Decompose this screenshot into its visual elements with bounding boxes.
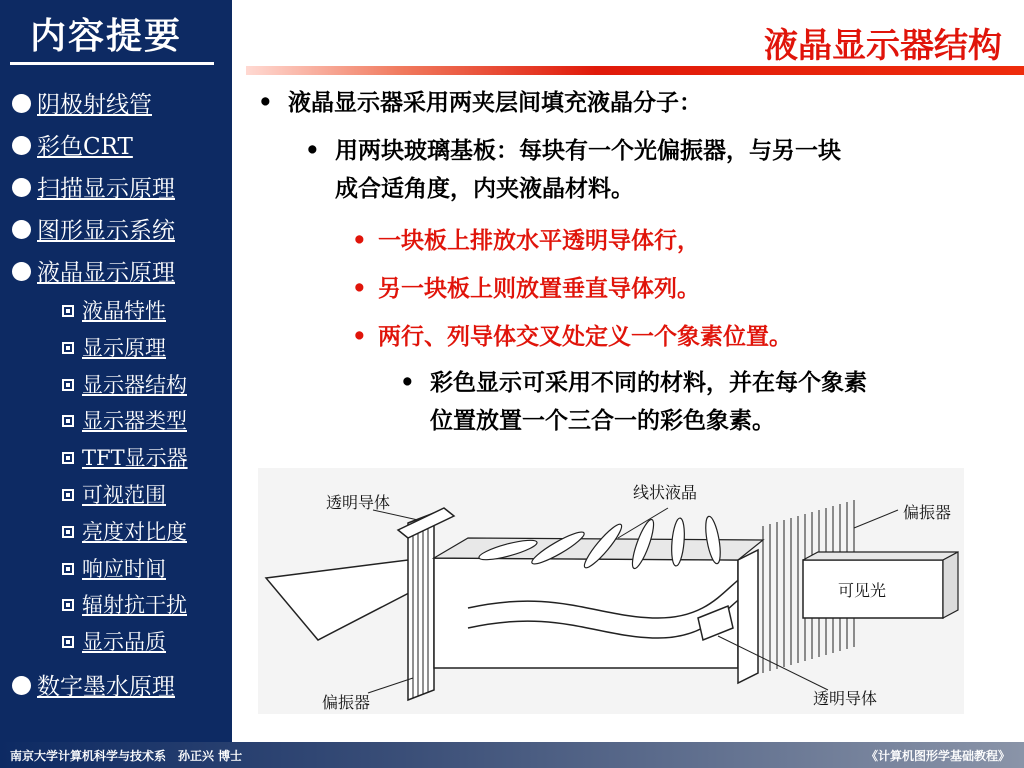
bullet-marker: • xyxy=(352,323,367,350)
square-bullet-icon xyxy=(62,489,74,501)
label-transparent-conductor-top: 透明导体 xyxy=(326,493,391,512)
bullet-dot-icon xyxy=(12,94,31,113)
bullet-dot-icon xyxy=(12,262,31,281)
bullet-main: • 液晶显示器采用两夹层间填充液晶分子： xyxy=(258,84,978,122)
label-transparent-conductor-bottom: 透明导体 xyxy=(813,689,878,708)
nav-item-scan-display[interactable]: 扫描显示原理 xyxy=(12,170,175,203)
bullet-glass-substrates: • 用两块玻璃基板：每块有一个光偏振器，与另一块 成合适角度，内夹液晶材料。 xyxy=(305,132,995,208)
nav-item-crt[interactable]: 阴极射线管 xyxy=(12,86,152,119)
bullet-marker: • xyxy=(352,227,367,254)
lcd-structure-diagram xyxy=(258,468,964,714)
bullet-dot-icon xyxy=(12,136,31,155)
bullet-red-rows: • 一块板上排放水平透明导体行， xyxy=(352,222,992,260)
footer-bar xyxy=(0,742,1024,768)
subnav-item-response-time[interactable]: 响应时间 xyxy=(62,553,166,583)
nav-item-color-crt[interactable]: 彩色CRT xyxy=(12,128,133,161)
nav-item-lcd-principle[interactable]: 液晶显示原理 xyxy=(12,254,175,287)
subnav-item-radiation[interactable]: 辐射抗干扰 xyxy=(62,589,187,619)
sidebar xyxy=(0,0,232,742)
square-bullet-icon xyxy=(62,415,74,427)
label-visible-light: 可见光 xyxy=(838,581,887,600)
sidebar-title: 内容提要 xyxy=(30,16,183,57)
square-bullet-icon xyxy=(62,342,74,354)
square-bullet-icon xyxy=(62,305,74,317)
bullet-red-pixel: • 两行、列导体交叉处定义一个象素位置。 xyxy=(352,318,992,356)
bullet-dot-icon xyxy=(12,178,31,197)
subnav-item-tft-display[interactable]: TFT显示器 xyxy=(62,442,188,472)
square-bullet-icon xyxy=(62,636,74,648)
square-bullet-icon xyxy=(62,599,74,611)
title-underline xyxy=(246,66,1024,75)
subnav-item-viewing-range[interactable]: 可视范围 xyxy=(62,479,166,509)
rear-polarizer xyxy=(408,513,434,700)
subnav-item-lc-properties[interactable]: 液晶特性 xyxy=(62,295,166,325)
subnav-item-display-principle[interactable]: 显示原理 xyxy=(62,332,166,362)
bullet-marker: • xyxy=(258,89,273,116)
square-bullet-icon xyxy=(62,452,74,464)
square-bullet-icon xyxy=(62,379,74,391)
bullet-marker: • xyxy=(352,275,367,302)
label-liquid-crystal: 线状液晶 xyxy=(633,483,698,502)
subnav-item-brightness-contrast[interactable]: 亮度对比度 xyxy=(62,516,187,546)
nav-item-graphics-system[interactable]: 图形显示系统 xyxy=(12,212,175,245)
footer-author: 南京大学计算机科学与技术系 孙正兴 博士 xyxy=(10,749,243,763)
bullet-dot-icon xyxy=(12,676,31,695)
label-polarizer-bottom: 偏振器 xyxy=(322,693,371,712)
bullet-color-display: • 彩色显示可采用不同的材料，并在每个象素 位置放置一个三合一的彩色象素。 xyxy=(400,364,1000,440)
label-polarizer-right: 偏振器 xyxy=(903,503,952,522)
bullet-red-columns: • 另一块板上则放置垂直导体列。 xyxy=(352,270,992,308)
bullet-marker: • xyxy=(400,369,415,396)
subnav-item-display-quality[interactable]: 显示品质 xyxy=(62,626,166,656)
front-polarizer xyxy=(738,550,758,683)
page-title: 液晶显示器结构 xyxy=(764,26,1002,66)
sidebar-divider xyxy=(10,62,214,65)
footer-book-title: 《计算机图形学基础教程》 xyxy=(865,749,1010,763)
bullet-dot-icon xyxy=(12,220,31,239)
square-bullet-icon xyxy=(62,526,74,538)
nav-item-digital-ink[interactable]: 数字墨水原理 xyxy=(12,668,175,701)
bullet-marker: • xyxy=(305,137,320,164)
square-bullet-icon xyxy=(62,563,74,575)
subnav-item-display-structure[interactable]: 显示器结构 xyxy=(62,369,187,399)
subnav-item-display-types[interactable]: 显示器类型 xyxy=(62,405,187,435)
